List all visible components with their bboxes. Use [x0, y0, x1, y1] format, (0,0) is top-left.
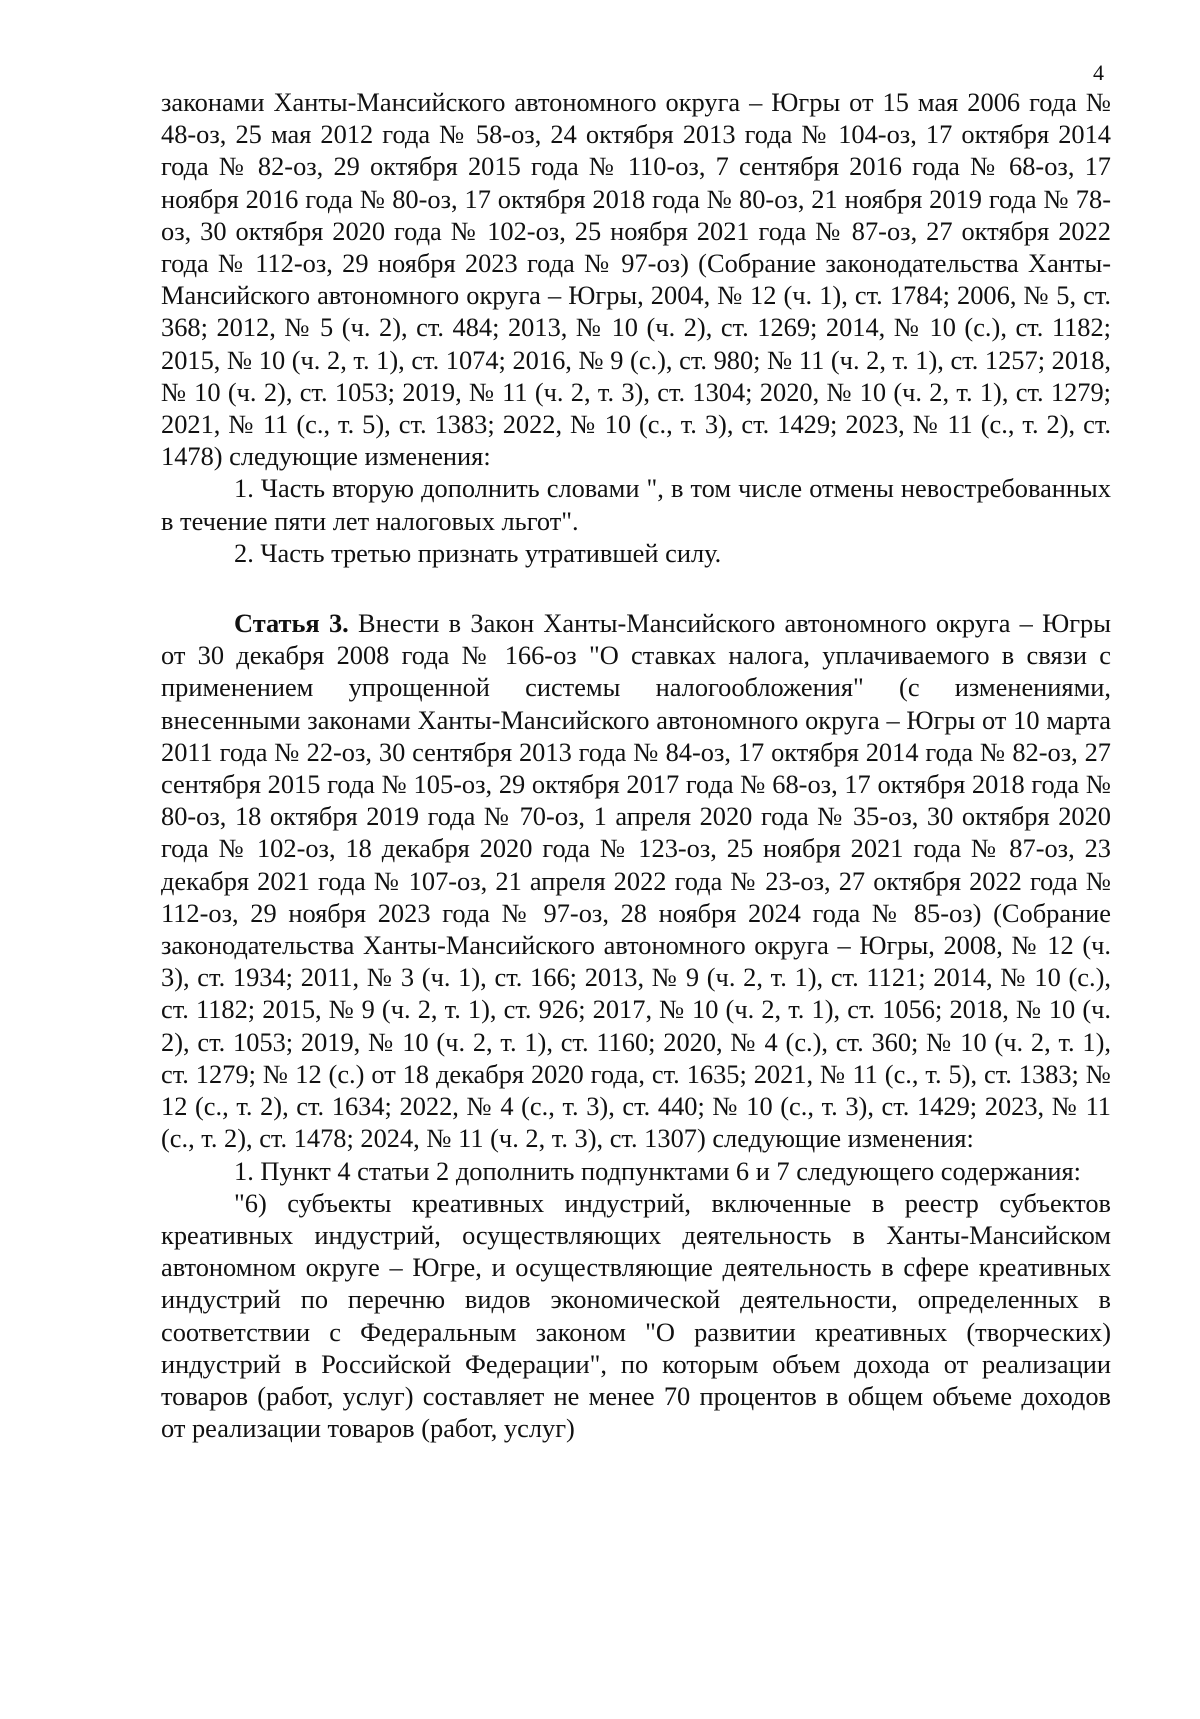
document-body: [161, 86, 1111, 1444]
item-2-paragraph: 2. Часть третью признать утратившей силу.: [234, 537, 722, 568]
subitem-6-paragraph: "6) субъекты креативных индустрий, включенные в реестр субъектов креативных индустрий, осуществляющих деятельность в Ханты-Мансийском автономном округе – Югре, и осуществляющие деятельность в сфере креативных индустрий по перечню видов экономической деятельности, определенных в соответствии с Федеральным законом "О развитии креативных (творческих) индустрий в Российской Федерации", по которым объем дохода от реализации товаров (работ, услуг) составляет не менее 70 процентов в общем объеме доходов от реализации товаров (работ, услуг): [161, 1187, 1111, 1444]
section-gap: [161, 569, 1111, 607]
article-3-item-1: 1. Пункт 4 статьи 2 дополнить подпунктами 6 и 7 следующего содержания:: [234, 1155, 1081, 1186]
article-3-title: Статья 3.: [234, 608, 349, 639]
article-3-text: Внести в Закон Ханты-Мансийского автономного округа – Югры от 30 декабря 2008 года № 166-оз "О ставках налога, уплачиваемого в связи с применением упрощенной системы налогообложения" (с изменениями, внесенными законами Ханты-Мансийского автономного округа – Югры от 10 марта 2011 года № 22-оз, 30 сентября 2013 года № 84-оз, 17 октября 2014 года № 82-оз, 27 сентября 2015 года № 105-оз, 29 октября 2017 года № 68-оз, 17 октября 2018 года № 80-оз, 18 октября 2019 года № 70-оз, 1 апреля 2020 года № 35-оз, 30 октября 2020 года № 102-оз, 18 декабря 2020 года № 123-оз, 25 ноября 2021 года № 87-оз, 23 декабря 2021 года № 107-оз, 21 апреля 2022 года № 23-оз, 27 октября 2022 года № 112-оз, 29 ноября 2023 года № 97-оз, 28 ноября 2024 года № 85-оз) (Собрание законодательства Ханты-Мансийского автономного округа – Югры, 2008, № 12 (ч. 3), ст. 1934; 2011, № 3 (ч. 1), ст. 166; 2013, № 9 (ч. 2, т. 1), ст. 1121; 2014, № 10 (с.), ст. 1182; 2015, № 9 (ч. 2, т. 1), ст. 926; 2017, № 10 (ч. 2, т. 1), ст. 1056; 2018, № 10 (ч. 2), ст. 1053; 2019, № 10 (ч. 2, т. 1), ст. 1160; 2020, № 4 (с.), ст. 360; № 10 (ч. 2, т. 1), ст. 1279; № 12 (с.) от 18 декабря 2020 года, ст. 1635; 2021, № 11 (с., т. 5), ст. 1383; № 12 (с., т. 2), ст. 1634; 2022, № 4 (с., т. 3), ст. 440; № 10 (с., т. 3), ст. 1429; 2023, № 11 (с., т. 2), ст. 1478; 2024, № 11 (ч. 2, т. 3), ст. 1307) следующие изменения:: [161, 608, 1111, 1154]
page-number: 4: [1093, 60, 1104, 85]
item-1-paragraph: 1. Часть вторую дополнить словами ", в том числе отмены невостребованных в течение пяти лет налоговых льгот".: [161, 473, 1111, 536]
article-3-paragraph: [161, 607, 1111, 1154]
intro-paragraph: законами Ханты-Мансийского автономного округа – Югры от 15 мая 2006 года № 48-оз, 25 мая 2012 года № 58-оз, 24 октября 2013 года № 104-оз, 17 октября 2014 года № 82-оз, 29 октября 2015 года № 110-оз, 7 сентября 2016 года № 68-оз, 17 ноября 2016 года № 80-оз, 17 октября 2018 года № 80-оз, 21 ноября 2019 года № 78-оз, 30 октября 2020 года № 102-оз, 25 ноября 2021 года № 87-оз, 27 октября 2022 года № 112-оз, 29 ноября 2023 года № 97-оз) (Собрание законодательства Ханты-Мансийского автономного округа – Югры, 2004, № 12 (ч. 1), ст. 1784; 2006, № 5, ст. 368; 2012, № 5 (ч. 2), ст. 484; 2013, № 10 (ч. 2), ст. 1269; 2014, № 10 (с.), ст. 1182; 2015, № 10 (ч. 2, т. 1), ст. 1074; 2016, № 9 (с.), ст. 980; № 11 (ч. 2, т. 1), ст. 1257; 2018, № 10 (ч. 2), ст. 1053; 2019, № 11 (ч. 2, т. 3), ст. 1304; 2020, № 10 (ч. 2, т. 1), ст. 1279; 2021, № 11 (с., т. 5), ст. 1383; 2022, № 10 (с., т. 3), ст. 1429; 2023, № 11 (с., т. 2), ст. 1478) следующие изменения:: [161, 87, 1111, 472]
